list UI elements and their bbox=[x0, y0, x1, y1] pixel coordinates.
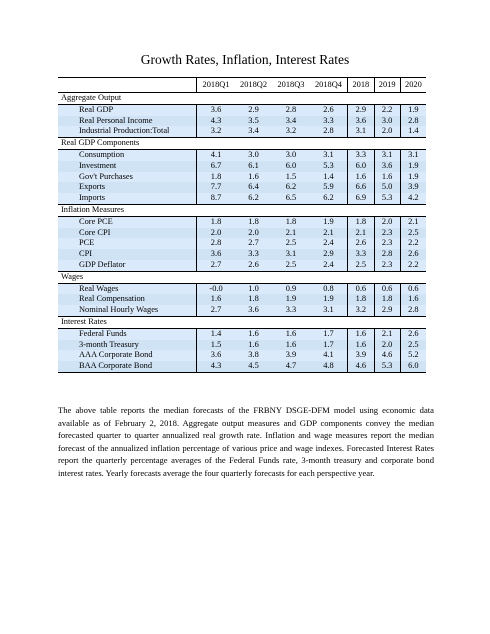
table-cell: 3.1 bbox=[348, 126, 374, 137]
table-cell: 1.8 bbox=[348, 294, 374, 305]
group-label: Aggregate Output bbox=[58, 93, 426, 105]
table-cell: 4.3 bbox=[197, 116, 235, 127]
header-corner bbox=[58, 78, 197, 93]
table-cell: 2.6 bbox=[400, 249, 426, 260]
table-row bbox=[58, 305, 426, 316]
table-cell: 1.9 bbox=[400, 104, 426, 115]
group-label: Interest Rates bbox=[58, 316, 426, 328]
table-cell: 2.7 bbox=[235, 238, 272, 249]
row-label: AAA Corporate Bond bbox=[58, 350, 197, 361]
table-cell: 1.6 bbox=[348, 172, 374, 183]
table-cell: 1.9 bbox=[400, 161, 426, 172]
table-row bbox=[58, 172, 426, 183]
group-header-row bbox=[58, 138, 426, 150]
table-cell: 5.3 bbox=[374, 193, 400, 204]
table-cell: 3.6 bbox=[374, 161, 400, 172]
table-cell: 2.6 bbox=[348, 238, 374, 249]
table-cell: 3.4 bbox=[235, 126, 272, 137]
row-label: Gov't Purchases bbox=[58, 172, 197, 183]
row-label: GDP Deflator bbox=[58, 260, 197, 271]
group-header-row bbox=[58, 316, 426, 328]
row-label: Real Wages bbox=[58, 283, 197, 294]
table-cell: 6.2 bbox=[272, 182, 309, 193]
group-header-row bbox=[58, 93, 426, 105]
table-row bbox=[58, 238, 426, 249]
column-header: 2018Q4 bbox=[310, 78, 348, 93]
table-cell: 6.2 bbox=[310, 193, 348, 204]
table-cell: 2.6 bbox=[310, 104, 348, 115]
row-label: Investment bbox=[58, 161, 197, 172]
table-cell: 8.7 bbox=[197, 193, 235, 204]
table-cell: 3.3 bbox=[310, 116, 348, 127]
table-cell: 2.9 bbox=[374, 305, 400, 316]
table-cell: 2.3 bbox=[374, 228, 400, 239]
table-cell: 6.0 bbox=[400, 361, 426, 372]
table-row bbox=[58, 161, 426, 172]
table-cell: 5.9 bbox=[310, 182, 348, 193]
table-cell: 1.9 bbox=[310, 294, 348, 305]
table-cell: 3.0 bbox=[235, 149, 272, 160]
table-cell: 2.7 bbox=[197, 305, 235, 316]
table-row bbox=[58, 126, 426, 137]
table-cell: 3.4 bbox=[272, 116, 309, 127]
table-row bbox=[58, 283, 426, 294]
table-cell: 2.3 bbox=[374, 238, 400, 249]
table-row bbox=[58, 294, 426, 305]
table-cell: 3.5 bbox=[235, 116, 272, 127]
table-cell: 3.3 bbox=[348, 249, 374, 260]
table-cell: 1.8 bbox=[272, 216, 309, 227]
table-row bbox=[58, 149, 426, 160]
table-cell: 1.6 bbox=[235, 172, 272, 183]
table-cell: 4.1 bbox=[197, 149, 235, 160]
table-row bbox=[58, 104, 426, 115]
table-cell: 2.5 bbox=[272, 260, 309, 271]
table-cell: 3.3 bbox=[272, 305, 309, 316]
table-cell: 3.6 bbox=[197, 104, 235, 115]
group-header-row bbox=[58, 271, 426, 283]
table-cell: 4.3 bbox=[197, 361, 235, 372]
table-cell: 2.0 bbox=[235, 228, 272, 239]
table-cell: 2.9 bbox=[310, 249, 348, 260]
table-header-row bbox=[58, 78, 426, 93]
table-cell: 6.5 bbox=[272, 193, 309, 204]
table-cell: 2.5 bbox=[400, 340, 426, 351]
table-cell: 3.6 bbox=[348, 116, 374, 127]
table-row bbox=[58, 350, 426, 361]
table-cell: 4.5 bbox=[235, 361, 272, 372]
table-cell: 2.1 bbox=[374, 328, 400, 339]
table-cell: 3.9 bbox=[348, 350, 374, 361]
column-header: 2018 bbox=[348, 78, 374, 93]
table-cell: 2.8 bbox=[310, 126, 348, 137]
table-cell: 3.0 bbox=[272, 149, 309, 160]
table-cell: 2.1 bbox=[348, 228, 374, 239]
table-row bbox=[58, 260, 426, 271]
table-cell: 2.6 bbox=[235, 260, 272, 271]
table-cell: 2.8 bbox=[374, 249, 400, 260]
table-cell: 3.9 bbox=[400, 182, 426, 193]
table-cell: 2.8 bbox=[197, 238, 235, 249]
group-header-row bbox=[58, 204, 426, 216]
table-row bbox=[58, 228, 426, 239]
table-cell: 2.0 bbox=[374, 340, 400, 351]
table-cell: 1.7 bbox=[310, 340, 348, 351]
table-cell: 4.2 bbox=[400, 193, 426, 204]
table-cell: 1.6 bbox=[197, 294, 235, 305]
column-header: 2018Q2 bbox=[235, 78, 272, 93]
table-cell: 5.3 bbox=[310, 161, 348, 172]
table-cell: 2.5 bbox=[272, 238, 309, 249]
table-cell: 3.3 bbox=[348, 149, 374, 160]
column-header: 2019 bbox=[374, 78, 400, 93]
table-cell: 1.9 bbox=[272, 294, 309, 305]
column-header: 2020 bbox=[400, 78, 426, 93]
table-cell: 1.8 bbox=[197, 216, 235, 227]
table-cell: 6.0 bbox=[348, 161, 374, 172]
table-cell: 1.8 bbox=[235, 216, 272, 227]
table-cell: 4.1 bbox=[310, 350, 348, 361]
table-cell: 6.4 bbox=[235, 182, 272, 193]
row-label: Exports bbox=[58, 182, 197, 193]
table-cell: 2.4 bbox=[310, 260, 348, 271]
table-cell: 4.7 bbox=[272, 361, 309, 372]
table-cell: 4.6 bbox=[374, 350, 400, 361]
row-label: Real GDP bbox=[58, 104, 197, 115]
table-cell: 3.6 bbox=[235, 305, 272, 316]
row-label: CPI bbox=[58, 249, 197, 260]
table-cell: 1.6 bbox=[348, 340, 374, 351]
table-cell: 2.2 bbox=[374, 104, 400, 115]
table-cell: 1.4 bbox=[400, 126, 426, 137]
table-cell: 3.1 bbox=[310, 149, 348, 160]
table-cell: 3.1 bbox=[374, 149, 400, 160]
table-cell: 6.6 bbox=[348, 182, 374, 193]
table-cell: 1.7 bbox=[310, 328, 348, 339]
table-cell: 4.6 bbox=[348, 361, 374, 372]
table-cell: 2.7 bbox=[197, 260, 235, 271]
table-cell: 2.1 bbox=[310, 228, 348, 239]
table-row bbox=[58, 182, 426, 193]
table-row bbox=[58, 340, 426, 351]
table-cell: 1.6 bbox=[235, 328, 272, 339]
table-cell: 2.9 bbox=[235, 104, 272, 115]
table-cell: 0.9 bbox=[272, 283, 309, 294]
table-cell: 6.7 bbox=[197, 161, 235, 172]
table-cell: 4.8 bbox=[310, 361, 348, 372]
table-cell: 3.3 bbox=[235, 249, 272, 260]
table-cell: 0.6 bbox=[400, 283, 426, 294]
table-cell: 2.0 bbox=[374, 126, 400, 137]
table-cell: 3.1 bbox=[272, 249, 309, 260]
table-cell: 3.2 bbox=[272, 126, 309, 137]
row-label: PCE bbox=[58, 238, 197, 249]
row-label: Consumption bbox=[58, 149, 197, 160]
table-cell: 1.5 bbox=[272, 172, 309, 183]
table-cell: 5.0 bbox=[374, 182, 400, 193]
table-cell: 6.9 bbox=[348, 193, 374, 204]
table-cell: 2.9 bbox=[348, 104, 374, 115]
table-row bbox=[58, 193, 426, 204]
row-label: Core CPI bbox=[58, 228, 197, 239]
table-cell: 3.2 bbox=[348, 305, 374, 316]
table-cell: 1.8 bbox=[235, 294, 272, 305]
table-body bbox=[58, 93, 426, 373]
table-cell: 2.8 bbox=[272, 104, 309, 115]
row-label: Real Personal Income bbox=[58, 116, 197, 127]
table-cell: 1.6 bbox=[235, 340, 272, 351]
table-cell: 1.8 bbox=[197, 172, 235, 183]
row-label: 3-month Treasury bbox=[58, 340, 197, 351]
row-label: Real Compensation bbox=[58, 294, 197, 305]
table-cell: 6.1 bbox=[235, 161, 272, 172]
table-cell: 2.5 bbox=[400, 228, 426, 239]
table-cell: 3.1 bbox=[400, 149, 426, 160]
table-cell: 1.9 bbox=[310, 216, 348, 227]
table-cell: 1.9 bbox=[400, 172, 426, 183]
group-label: Inflation Measures bbox=[58, 204, 426, 216]
table-caption: The above table reports the median forecasts of the FRBNY DSGE-DFM model using economic data available as of February 2, 2018. Aggregate output measures and GDP components convey the median forecasted quarter to quarter annualized real growth rate. Inflation and wage measures report the median forecast of the annualized inflation percentage of various price and wage indexes. Forecasted Interest Rates report the quarterly percentage averages of the Federal Funds rate, 3-month treasury and corporate bond interest rates. Yearly forecasts average the four quarterly forecasts for each perspective year. bbox=[58, 405, 434, 478]
table-cell: 3.6 bbox=[197, 249, 235, 260]
row-label: Federal Funds bbox=[58, 328, 197, 339]
row-label: Industrial Production:Total bbox=[58, 126, 197, 137]
table-cell: 3.2 bbox=[197, 126, 235, 137]
table-cell: 3.8 bbox=[235, 350, 272, 361]
table-cell: 6.0 bbox=[272, 161, 309, 172]
table-cell: 3.9 bbox=[272, 350, 309, 361]
table-cell: 3.6 bbox=[197, 350, 235, 361]
table-cell: 2.2 bbox=[400, 260, 426, 271]
table-cell: 2.0 bbox=[374, 216, 400, 227]
row-label: Nominal Hourly Wages bbox=[58, 305, 197, 316]
table-cell: 0.8 bbox=[310, 283, 348, 294]
table-cell: 6.2 bbox=[235, 193, 272, 204]
table-cell: 1.4 bbox=[310, 172, 348, 183]
table-cell: 1.6 bbox=[272, 340, 309, 351]
column-header: 2018Q1 bbox=[197, 78, 235, 93]
row-label: Imports bbox=[58, 193, 197, 204]
table-cell: 3.1 bbox=[310, 305, 348, 316]
table-cell: 2.8 bbox=[400, 116, 426, 127]
table-cell: 2.8 bbox=[400, 305, 426, 316]
table-cell: 5.2 bbox=[400, 350, 426, 361]
table-row bbox=[58, 249, 426, 260]
row-label: Core PCE bbox=[58, 216, 197, 227]
table-cell: 5.3 bbox=[374, 361, 400, 372]
table-cell: 2.4 bbox=[310, 238, 348, 249]
table-cell: 1.6 bbox=[400, 294, 426, 305]
table-cell: 1.4 bbox=[197, 328, 235, 339]
table-cell: 0.6 bbox=[374, 283, 400, 294]
table-cell: 1.0 bbox=[235, 283, 272, 294]
table-row bbox=[58, 216, 426, 227]
table-cell: 3.0 bbox=[374, 116, 400, 127]
table-cell: 0.6 bbox=[348, 283, 374, 294]
row-label: BAA Corporate Bond bbox=[58, 361, 197, 372]
table-cell: 2.3 bbox=[374, 260, 400, 271]
group-label: Real GDP Components bbox=[58, 138, 426, 150]
table-cell: -0.0 bbox=[197, 283, 235, 294]
table-cell: 1.8 bbox=[348, 216, 374, 227]
table-cell: 7.7 bbox=[197, 182, 235, 193]
table-cell: 1.6 bbox=[374, 172, 400, 183]
table-row bbox=[58, 361, 426, 372]
group-label: Wages bbox=[58, 271, 426, 283]
table-cell: 2.0 bbox=[197, 228, 235, 239]
table-cell: 1.8 bbox=[374, 294, 400, 305]
table-cell: 2.5 bbox=[348, 260, 374, 271]
table-cell: 1.6 bbox=[272, 328, 309, 339]
table-cell: 2.1 bbox=[272, 228, 309, 239]
page-title: Growth Rates, Inflation, Interest Rates bbox=[140, 52, 350, 67]
table-row bbox=[58, 116, 426, 127]
table-cell: 1.5 bbox=[197, 340, 235, 351]
table-cell: 2.2 bbox=[400, 238, 426, 249]
forecast-table bbox=[58, 77, 426, 373]
table-cell: 2.1 bbox=[400, 216, 426, 227]
table-cell: 1.6 bbox=[348, 328, 374, 339]
table-row bbox=[58, 328, 426, 339]
column-header: 2018Q3 bbox=[272, 78, 309, 93]
table-cell: 2.6 bbox=[400, 328, 426, 339]
